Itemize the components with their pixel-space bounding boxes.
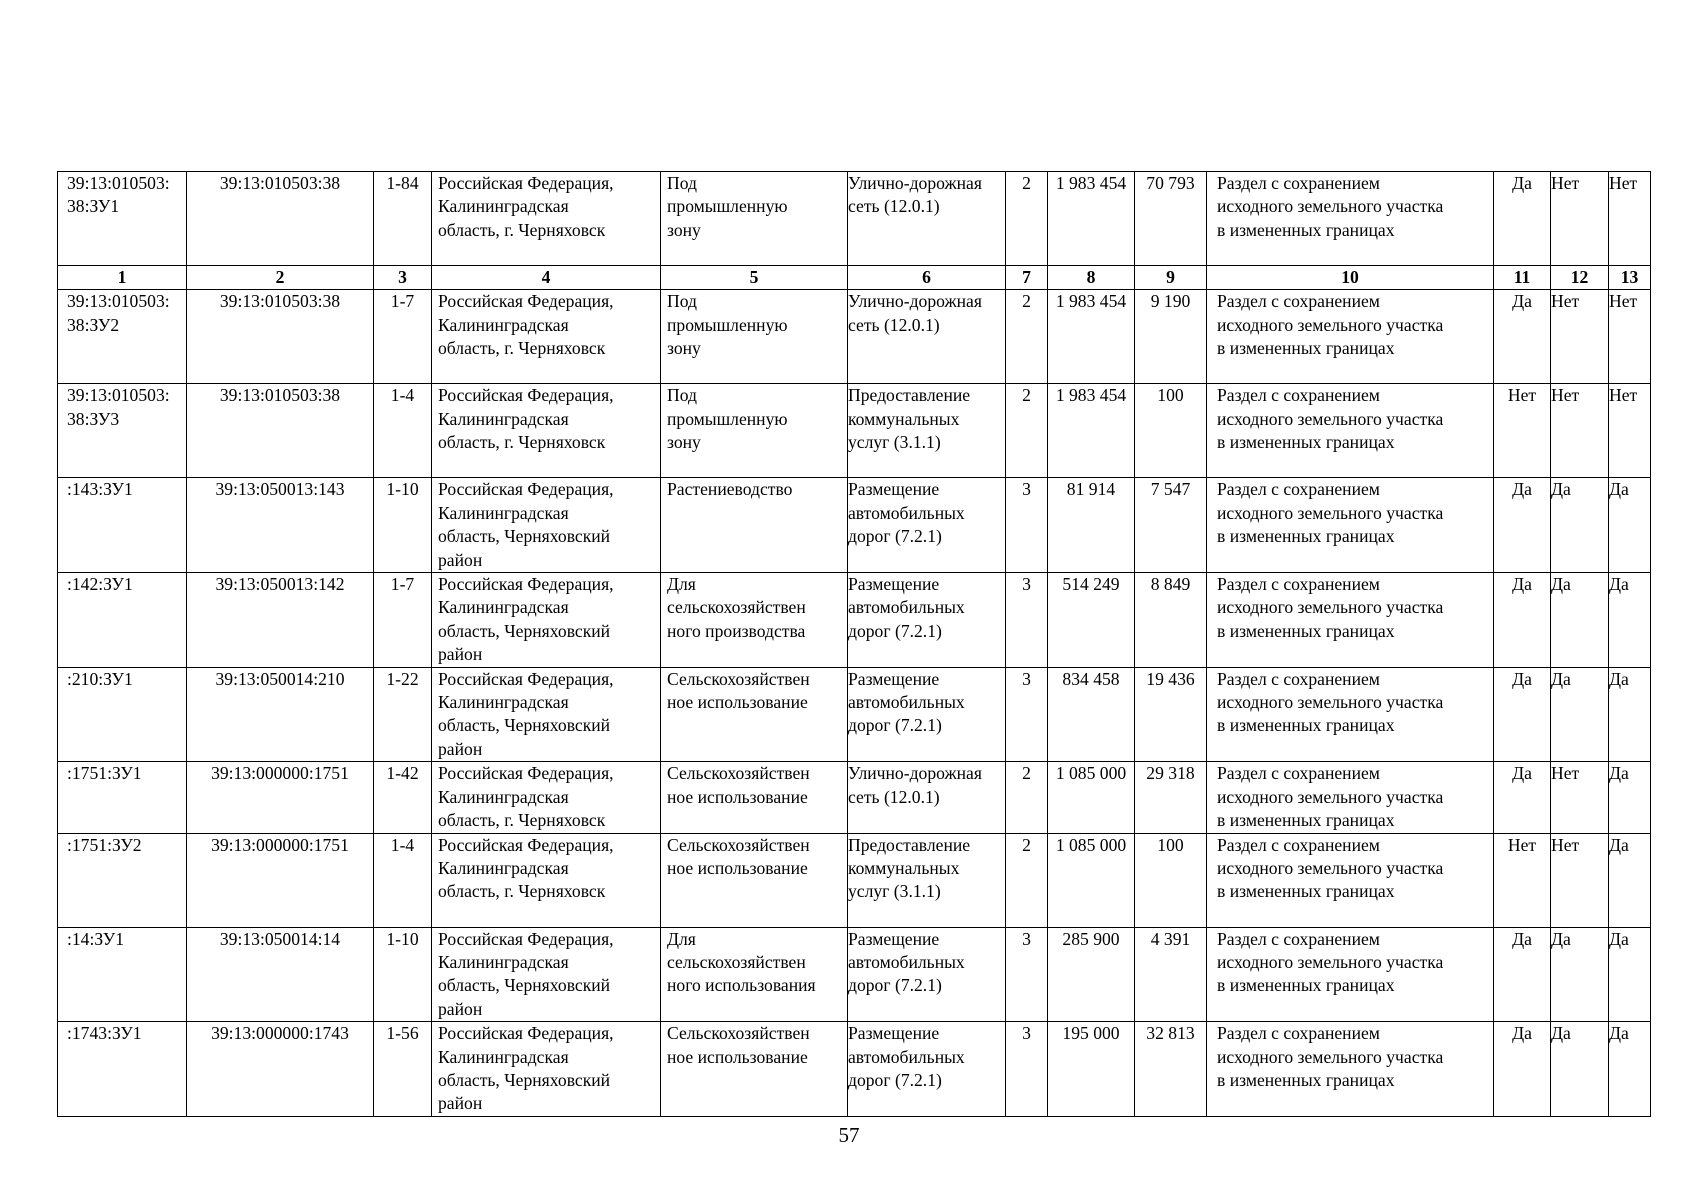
cell-col-13: Да: [1609, 762, 1651, 833]
cell-point-numbers: 1-7: [374, 290, 432, 384]
cell-source-cadastral-number: 39:13:000000:1743: [187, 1022, 374, 1117]
cell-col-13: Да: [1609, 833, 1651, 927]
cell-col-12: 12: [1551, 266, 1609, 290]
cell-category: 3: [1006, 1022, 1048, 1117]
cell-current-permitted-use: Сельскохозяйствен ное использование: [661, 762, 848, 833]
cell-plot-designation: 39:13:010503: 38:ЗУ3: [58, 384, 187, 478]
cell-col-11: Да: [1494, 667, 1551, 762]
cell-point-numbers: 1-22: [374, 667, 432, 762]
cell-source-cadastral-number: 39:13:010503:38: [187, 384, 374, 478]
table-row: [58, 762, 1651, 833]
table-row: [58, 833, 1651, 927]
cell-category: 3: [1006, 573, 1048, 668]
cell-formation-method: Раздел с сохранением исходного земельного участка в измененных границах: [1207, 172, 1494, 266]
cell-plot-designation: :142:ЗУ1: [58, 573, 187, 668]
cell-formation-method: 10: [1207, 266, 1494, 290]
cell-source-area: 81 914: [1048, 478, 1135, 573]
cell-planned-area: 8 849: [1135, 573, 1207, 668]
cell-category: 3: [1006, 927, 1048, 1022]
cell-planned-area: 4 391: [1135, 927, 1207, 1022]
table-row: [58, 290, 1651, 384]
cell-source-cadastral-number: 39:13:010503:38: [187, 172, 374, 266]
cell-plot-designation: 39:13:010503: 38:ЗУ1: [58, 172, 187, 266]
cell-source-cadastral-number: 39:13:050014:14: [187, 927, 374, 1022]
cell-formation-method: Раздел с сохранением исходного земельного участка в измененных границах: [1207, 762, 1494, 833]
cell-col-11: Да: [1494, 290, 1551, 384]
cell-source-cadastral-number: 39:13:000000:1751: [187, 833, 374, 927]
cell-current-permitted-use: Для сельскохозяйствен ного производства: [661, 573, 848, 668]
cell-col-12: Да: [1551, 667, 1609, 762]
cell-formation-method: Раздел с сохранением исходного земельного участка в измененных границах: [1207, 927, 1494, 1022]
cell-planned-permitted-use: Предоставление коммунальных услуг (3.1.1): [848, 833, 1006, 927]
table-row: [58, 927, 1651, 1022]
cell-location: Российская Федерация, Калининградская область, Черняховский район: [432, 927, 661, 1022]
cell-col-13: Да: [1609, 927, 1651, 1022]
cell-planned-area: 9: [1135, 266, 1207, 290]
page-number: 57: [838, 1123, 860, 1147]
cell-source-cadastral-number: 39:13:050013:142: [187, 573, 374, 668]
cell-planned-permitted-use: Размещение автомобильных дорог (7.2.1): [848, 573, 1006, 668]
cell-col-11: Да: [1494, 927, 1551, 1022]
cell-planned-area: 100: [1135, 833, 1207, 927]
cell-plot-designation: :1751:ЗУ2: [58, 833, 187, 927]
cell-point-numbers: 1-56: [374, 1022, 432, 1117]
cell-planned-permitted-use: Размещение автомобильных дорог (7.2.1): [848, 478, 1006, 573]
cell-col-12: Да: [1551, 573, 1609, 668]
cell-current-permitted-use: Сельскохозяйствен ное использование: [661, 667, 848, 762]
cell-current-permitted-use: Сельскохозяйствен ное использование: [661, 1022, 848, 1117]
cell-col-12: Нет: [1551, 833, 1609, 927]
cell-planned-permitted-use: Предоставление коммунальных услуг (3.1.1): [848, 384, 1006, 478]
cell-col-13: Нет: [1609, 384, 1651, 478]
cell-col-11: Да: [1494, 1022, 1551, 1117]
cell-location: Российская Федерация, Калининградская область, г. Черняховск: [432, 833, 661, 927]
cell-planned-permitted-use: 6: [848, 266, 1006, 290]
cell-source-area: 1 983 454: [1048, 172, 1135, 266]
cell-point-numbers: 3: [374, 266, 432, 290]
cell-source-cadastral-number: 39:13:050013:143: [187, 478, 374, 573]
cell-planned-permitted-use: Размещение автомобильных дорог (7.2.1): [848, 1022, 1006, 1117]
cell-formation-method: Раздел с сохранением исходного земельного участка в измененных границах: [1207, 1022, 1494, 1117]
cell-formation-method: Раздел с сохранением исходного земельного участка в измененных границах: [1207, 833, 1494, 927]
cell-planned-permitted-use: Размещение автомобильных дорог (7.2.1): [848, 667, 1006, 762]
cell-col-13: Да: [1609, 1022, 1651, 1117]
cell-planned-area: 7 547: [1135, 478, 1207, 573]
cell-plot-designation: :143:ЗУ1: [58, 478, 187, 573]
cell-point-numbers: 1-84: [374, 172, 432, 266]
cell-location: Российская Федерация, Калининградская область, г. Черняховск: [432, 762, 661, 833]
cell-current-permitted-use: 5: [661, 266, 848, 290]
cell-source-cadastral-number: 39:13:010503:38: [187, 290, 374, 384]
cell-col-12: Нет: [1551, 290, 1609, 384]
cell-plot-designation: 1: [58, 266, 187, 290]
cell-location: Российская Федерация, Калининградская область, Черняховский район: [432, 573, 661, 668]
cell-formation-method: Раздел с сохранением исходного земельного участка в измененных границах: [1207, 384, 1494, 478]
cell-planned-area: 9 190: [1135, 290, 1207, 384]
cell-location: 4: [432, 266, 661, 290]
cell-planned-area: 70 793: [1135, 172, 1207, 266]
cell-col-11: 11: [1494, 266, 1551, 290]
cell-current-permitted-use: Под промышленную зону: [661, 384, 848, 478]
cell-category: 2: [1006, 762, 1048, 833]
cell-source-area: 834 458: [1048, 667, 1135, 762]
cell-plot-designation: :14:ЗУ1: [58, 927, 187, 1022]
cell-formation-method: Раздел с сохранением исходного земельного участка в измененных границах: [1207, 573, 1494, 668]
cell-source-area: 1 085 000: [1048, 833, 1135, 927]
cell-plot-designation: :1751:ЗУ1: [58, 762, 187, 833]
cell-source-area: 514 249: [1048, 573, 1135, 668]
cell-col-11: Нет: [1494, 833, 1551, 927]
table-row: [58, 384, 1651, 478]
cell-point-numbers: 1-4: [374, 384, 432, 478]
land-plots-table: [57, 171, 1651, 1117]
cell-source-area: 8: [1048, 266, 1135, 290]
cell-point-numbers: 1-10: [374, 478, 432, 573]
cell-planned-area: 32 813: [1135, 1022, 1207, 1117]
table-row: [58, 573, 1651, 668]
column-number-row: [58, 266, 1651, 290]
cell-current-permitted-use: Для сельскохозяйствен ного использования: [661, 927, 848, 1022]
table-row: [58, 172, 1651, 266]
cell-formation-method: Раздел с сохранением исходного земельного участка в измененных границах: [1207, 290, 1494, 384]
cell-col-13: Да: [1609, 573, 1651, 668]
cell-category: 3: [1006, 478, 1048, 573]
cell-col-12: Да: [1551, 478, 1609, 573]
cell-category: 3: [1006, 667, 1048, 762]
cell-point-numbers: 1-7: [374, 573, 432, 668]
cell-formation-method: Раздел с сохранением исходного земельного участка в измененных границах: [1207, 478, 1494, 573]
cell-col-13: Нет: [1609, 172, 1651, 266]
cell-point-numbers: 1-42: [374, 762, 432, 833]
cell-current-permitted-use: Сельскохозяйствен ное использование: [661, 833, 848, 927]
table-row: [58, 1022, 1651, 1117]
cell-col-13: 13: [1609, 266, 1651, 290]
cell-point-numbers: 1-4: [374, 833, 432, 927]
cell-planned-permitted-use: Улично-дорожная сеть (12.0.1): [848, 290, 1006, 384]
cell-col-12: Да: [1551, 1022, 1609, 1117]
cell-source-area: 1 085 000: [1048, 762, 1135, 833]
cell-category: 2: [1006, 384, 1048, 478]
cell-source-area: 195 000: [1048, 1022, 1135, 1117]
cell-category: 2: [1006, 290, 1048, 384]
cell-col-11: Да: [1494, 573, 1551, 668]
cell-col-11: Да: [1494, 478, 1551, 573]
cell-col-12: Нет: [1551, 384, 1609, 478]
cell-plot-designation: :210:ЗУ1: [58, 667, 187, 762]
cell-plot-designation: :1743:ЗУ1: [58, 1022, 187, 1117]
cell-current-permitted-use: Под промышленную зону: [661, 290, 848, 384]
cell-col-12: Нет: [1551, 762, 1609, 833]
cell-source-area: 285 900: [1048, 927, 1135, 1022]
cell-location: Российская Федерация, Калининградская область, г. Черняховск: [432, 290, 661, 384]
cell-location: Российская Федерация, Калининградская область, г. Черняховск: [432, 384, 661, 478]
cell-planned-area: 19 436: [1135, 667, 1207, 762]
cell-col-12: Да: [1551, 927, 1609, 1022]
cell-point-numbers: 1-10: [374, 927, 432, 1022]
table-row: [58, 667, 1651, 762]
cell-source-cadastral-number: 39:13:000000:1751: [187, 762, 374, 833]
cell-source-cadastral-number: 39:13:050014:210: [187, 667, 374, 762]
table-row: [58, 478, 1651, 573]
cell-location: Российская Федерация, Калининградская область, Черняховский район: [432, 667, 661, 762]
cell-current-permitted-use: Под промышленную зону: [661, 172, 848, 266]
cell-category: 2: [1006, 833, 1048, 927]
cell-formation-method: Раздел с сохранением исходного земельного участка в измененных границах: [1207, 667, 1494, 762]
cell-category: 7: [1006, 266, 1048, 290]
cell-source-area: 1 983 454: [1048, 290, 1135, 384]
cell-col-11: Да: [1494, 762, 1551, 833]
cell-location: Российская Федерация, Калининградская область, г. Черняховск: [432, 172, 661, 266]
cell-location: Российская Федерация, Калининградская область, Черняховский район: [432, 1022, 661, 1117]
cell-planned-permitted-use: Размещение автомобильных дорог (7.2.1): [848, 927, 1006, 1022]
cell-planned-area: 100: [1135, 384, 1207, 478]
cell-source-cadastral-number: 2: [187, 266, 374, 290]
cell-source-area: 1 983 454: [1048, 384, 1135, 478]
cell-col-11: Нет: [1494, 384, 1551, 478]
cell-planned-permitted-use: Улично-дорожная сеть (12.0.1): [848, 762, 1006, 833]
cell-current-permitted-use: Растениеводство: [661, 478, 848, 573]
cell-category: 2: [1006, 172, 1048, 266]
cell-planned-permitted-use: Улично-дорожная сеть (12.0.1): [848, 172, 1006, 266]
cell-col-13: Да: [1609, 667, 1651, 762]
cell-planned-area: 29 318: [1135, 762, 1207, 833]
cell-location: Российская Федерация, Калининградская область, Черняховский район: [432, 478, 661, 573]
cell-col-13: Да: [1609, 478, 1651, 573]
cell-plot-designation: 39:13:010503: 38:ЗУ2: [58, 290, 187, 384]
cell-col-12: Нет: [1551, 172, 1609, 266]
cell-col-11: Да: [1494, 172, 1551, 266]
cell-col-13: Нет: [1609, 290, 1651, 384]
